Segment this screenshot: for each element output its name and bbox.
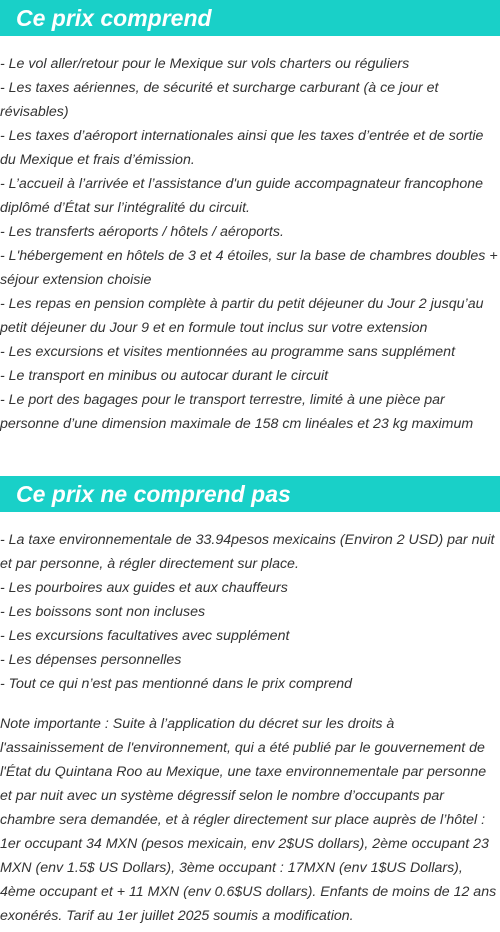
list-item: - Le port des bagages pour le transport terrestre, limité à une pièce par personne d’une dimension maximale de 158 cm linéales et 23 kg maximum (0, 392, 474, 432)
list-item: - Les boissons sont non incluses (0, 604, 206, 620)
list-item: - Les taxes d’aéroport internationales ainsi que les taxes d’entrée et de sortie du Mexique et frais d’émission. (0, 128, 484, 168)
price-includes-list (0, 52, 500, 436)
price-includes-section (0, 0, 500, 436)
list-item: - Les excursions facultatives avec supplément (0, 628, 290, 644)
price-includes-title: Ce prix comprend (0, 0, 500, 36)
list-item: - Les pourboires aux guides et aux chauffeurs (0, 580, 288, 596)
list-item: - Tout ce qui n’est pas mentionné dans le prix comprend (0, 676, 352, 692)
list-item: - L’accueil à l’arrivée et l’assistance d'un guide accompagnateur francophone diplômé d’État sur l’intégralité du circuit. (0, 176, 484, 216)
price-excludes-title: Ce prix ne comprend pas (0, 476, 500, 512)
list-item: - Les dépenses personnelles (0, 652, 182, 668)
list-item: - Les repas en pension complète à partir du petit déjeuner du Jour 2 jusqu’au petit déjeuner du Jour 9 et en formule tout inclus sur votre extension (0, 296, 484, 336)
list-item: - La taxe environnementale de 33.94pesos mexicains (Environ 2 USD) par nuit et par personne, à régler directement sur place. (0, 532, 495, 572)
price-excludes-section (0, 476, 500, 928)
list-item: - Le vol aller/retour pour le Mexique sur vols charters ou réguliers (0, 56, 410, 72)
list-item: - L'hébergement en hôtels de 3 et 4 étoiles, sur la base de chambres doubles + séjour extension choisie (0, 248, 498, 288)
price-excludes-list (0, 528, 500, 696)
list-item: - Les excursions et visites mentionnées au programme sans supplément (0, 344, 456, 360)
list-item: - Les taxes aériennes, de sécurité et surcharge carburant (à ce jour et révisables) (0, 80, 439, 120)
important-note: Note importante : Suite à l’application du décret sur les droits à l'assainissement de l'environnement, qui a été publié par le gouvernement de l'État du Quintana Roo au Mexique, une taxe environnementale par personne et par nuit avec un système dégressif selon le nombre d’occupants par chambre sera demandée, et à régler directement sur place auprès de l’hôtel : 1er occupant 34 MXN (pesos mexicain, env 2$US dollars), 2ème occupant 23 MXN (env 1.5$ US Dollars), 3ème occupant : 17MXN (env 1$US Dollars), 4ème occupant et + 11 MXN (env 0.6$US dollars). Enfants de moins de 12 ans exonérés. Tarif au 1er juillet 2025 soumis a modification. (0, 716, 497, 924)
list-item: - Les transferts aéroports / hôtels / aéroports. (0, 224, 284, 240)
list-item: - Le transport en minibus ou autocar durant le circuit (0, 368, 329, 384)
